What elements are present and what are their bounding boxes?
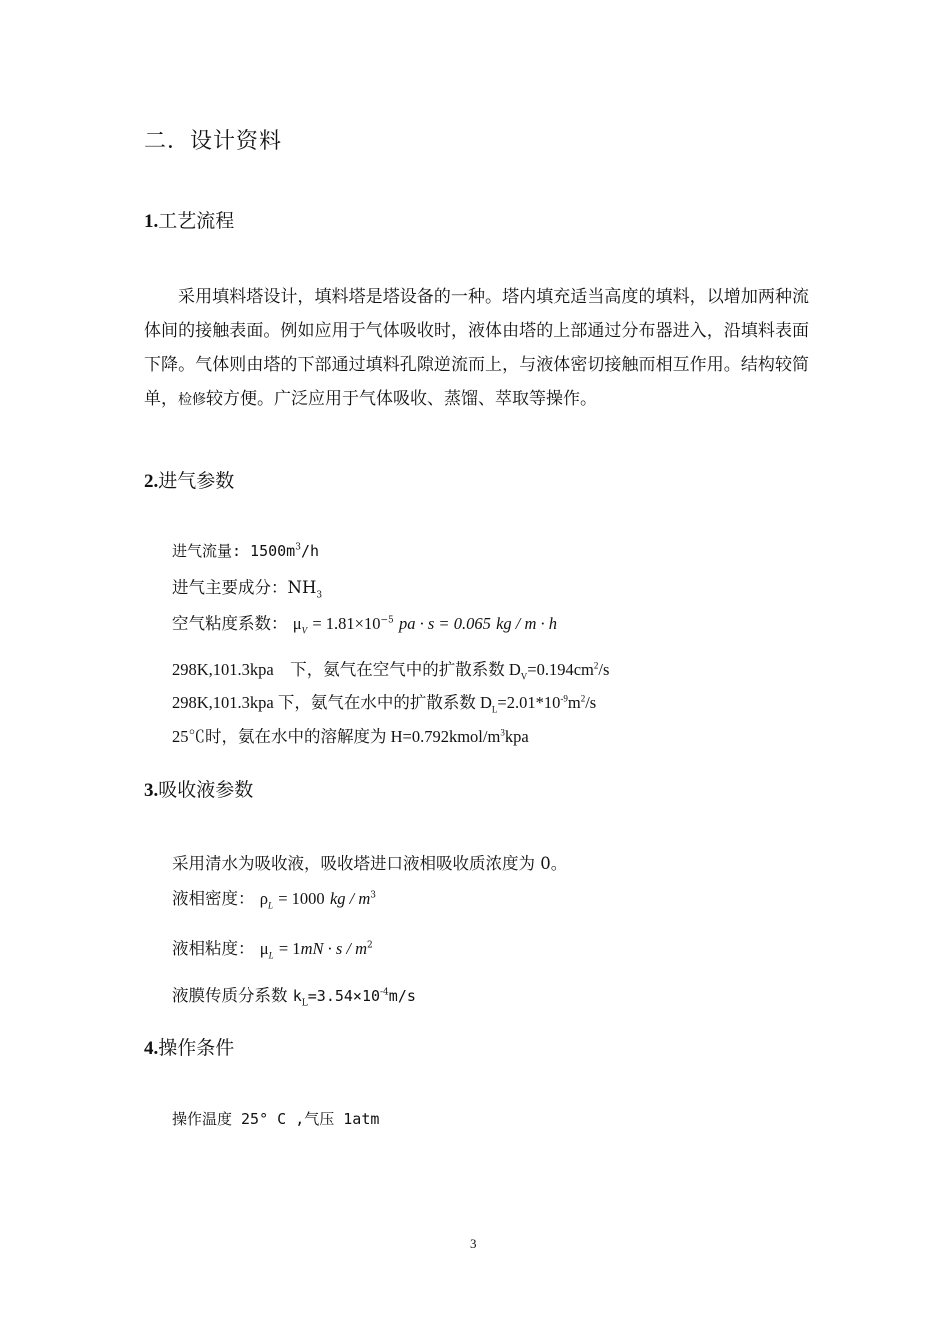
heading-text: 工艺流程 (158, 210, 235, 232)
page-number: 3 (470, 1236, 477, 1251)
solubility: 25℃时，氨在水中的溶解度为 $H=0.792kmol/m^3kpa$ (172, 727, 529, 746)
heading-text: 操作条件 (158, 1037, 235, 1059)
process-text-a: 采用填料塔设计，填料塔是塔设备的一种。塔内填充适当高度的填料，以增加两种流体间的接触表面。例如应用于气体吸收时，液体由塔的上部通过分布器进入，沿填料表面下降。气体则由塔的下部通过填料孔隙逆流而上，与液体密切接触而相互作用。结构较简单， (144, 287, 809, 409)
heading-number: 3. (144, 780, 159, 801)
heading-inlet-params (144, 466, 234, 493)
mass-transfer-coeff: 液膜传质分系数 $k_L=3.54\times 10^{-4}m/s$ (172, 986, 416, 1009)
heading-text: 吸收液参数 (158, 779, 254, 801)
heading-absorbent-params (144, 775, 253, 802)
heading-number: 2. (144, 471, 159, 492)
heading-number: 1. (144, 211, 159, 232)
heading-process-flow (144, 206, 234, 233)
liquid-viscosity: 液相粘度： $\mu_L = 1mN \cdot s / m^2$ (172, 939, 373, 961)
section-title: 二．设计资料 (144, 129, 283, 154)
diffusion-water: 298K,101.3kpa 下，氨气在水中的扩散系数 $D_L=2.01*10^{-9}m^2/s$ (172, 693, 597, 715)
air-viscosity: 空气粘度系数： $\mu_V = 1.81\times 10^{-5}$ pa · s = 0.065 kg / m · h (172, 614, 558, 636)
process-text-small: 检修 (178, 392, 206, 408)
liquid-density: 液相密度： $\rho_L = 1000$ kg / $m^3$ (172, 889, 376, 911)
heading-operating-conditions (144, 1033, 234, 1060)
process-text-b: 较方便。广泛应用于气体吸收、蒸馏、萃取等操作。 (206, 389, 597, 409)
process-description (144, 280, 809, 417)
heading-number: 4. (144, 1038, 159, 1059)
heading-text: 进气参数 (158, 470, 235, 492)
absorbent-intro: 采用清水为吸收液，吸收塔进口液相吸收质浓度为 0。 (172, 854, 568, 873)
operating-condition: 操作温度 25° C ,气压 1atm (172, 1110, 380, 1128)
inlet-flow: 进气流量: $1500m^3/h$ (172, 542, 320, 560)
diffusion-air: 298K,101.3kpa 下，氨气在空气中的扩散系数 $D_V=0.194cm^2/s$ (172, 660, 610, 682)
inlet-composition: 进气主要成分：$NH_3$ (172, 578, 323, 601)
